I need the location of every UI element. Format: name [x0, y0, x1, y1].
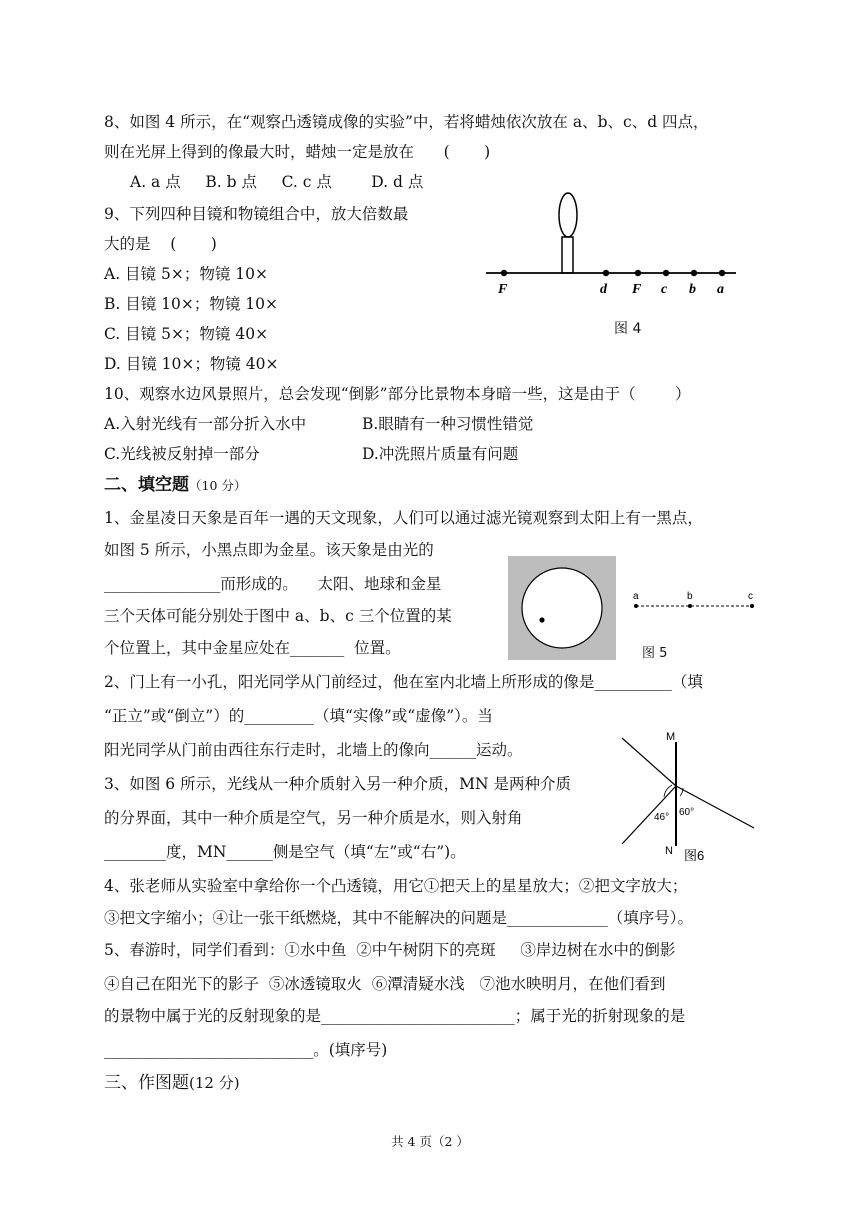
label-b: b	[689, 282, 696, 297]
f4-line2: ③把文字缩小；④让一张干纸燃烧，其中不能解决的问题是_____________（填序号）。	[104, 909, 694, 927]
section-3-heading: 三、作图题(12 分)	[104, 1073, 240, 1093]
figure-5-positions	[628, 588, 758, 618]
q9-option-a: A. 目镜 5×；物镜 10×	[104, 265, 268, 283]
candle-flame	[559, 193, 577, 237]
q10-option-a: A.入射光线有一部分折入水中	[104, 415, 307, 433]
f1-line2: 如图 5 所示，小黑点即为金星。该天象是由光的	[104, 541, 434, 559]
q8-line1: 8、如图 4 所示，在“观察凸透镜成像的实验”中，若将蜡烛依次放在 a、b、c、d 四点，	[104, 113, 709, 131]
label-angle-46: 46°	[654, 812, 670, 823]
fig5-label-c: c	[748, 591, 753, 602]
label-a: a	[717, 282, 724, 297]
section-2-heading: 二、填空题（10 分）	[104, 475, 247, 495]
label-F-right: F	[632, 282, 642, 297]
figure-5-sun-image	[508, 556, 616, 660]
q10-option-c: C.光线被反射掉一部分	[104, 445, 260, 463]
q9-line2: 大的是 ( )	[104, 235, 217, 253]
f2-line3: 阳光同学从门前由西往东行走时，北墙上的像向______运动。	[104, 741, 523, 759]
fig5-label-a: a	[633, 591, 639, 602]
q8-line2: 则在光屏上得到的像最大时，蜡烛一定是放在 ( )	[104, 143, 491, 161]
f5-line2: ④自己在阳光下的影子 ⑤冰透镜取火 ⑥潭清疑水浅 ⑦池水映明月，在他们看到	[104, 975, 666, 993]
section-3-score: (12 分)	[189, 1074, 240, 1092]
f5-line4: ___________________________。(填序号)	[104, 1041, 388, 1059]
figure-5-caption: 图 5	[642, 646, 668, 661]
point-d	[603, 270, 609, 276]
f3-line1: 3、如图 6 所示，光线从一种介质射入另一种介质，MN 是两种介质	[104, 775, 571, 793]
q8-options: A. a 点 B. b 点 C. c 点 D. d 点	[130, 173, 424, 191]
figure-4-caption: 图 4	[614, 321, 642, 337]
f4-line1: 4、张老师从实验室中拿给你一个凸透镜，用它①把天上的星星放大；②把文字放大；	[104, 877, 688, 895]
label-c: c	[661, 282, 668, 297]
figure-4	[480, 188, 740, 348]
f3-line2: 的分界面，其中一种介质是空气，另一种介质是水，则入射角	[104, 809, 523, 827]
figure-6	[614, 726, 760, 866]
point-b	[691, 270, 697, 276]
q9-option-c: C. 目镜 5×；物镜 40×	[104, 325, 269, 343]
f2-line1: 2、门上有一小孔，阳光同学从门前经过，他在室内北墙上所形成的像是__________（填	[104, 673, 703, 691]
f1-line3: _______________而形成的。 太阳、地球和金星	[104, 575, 442, 593]
point-a	[719, 270, 725, 276]
f1-line1: 1、金星凌日天象是百年一遇的天文现象，人们可以通过滤光镜观察到太阳上有一黑点，	[104, 509, 703, 527]
f3-line3: ________度，MN______侧是空气（填“左”或“右”)。	[104, 843, 466, 861]
f1-line5: 个位置上，其中金星应处在_______ 位置。	[104, 639, 401, 657]
label-d: d	[600, 282, 607, 297]
point-F-left	[501, 270, 507, 276]
venus-dot	[539, 617, 544, 622]
candle-body	[562, 237, 573, 273]
incident-ray	[622, 738, 676, 786]
sun-disk	[522, 568, 602, 648]
section-2-score: （10 分）	[189, 478, 247, 493]
label-M: M	[666, 731, 676, 743]
label-F-left: F	[498, 282, 508, 297]
q10-line1: 10、观察水边风景照片，总会发现“倒影”部分比景物本身暗一些，这是由于（ ）	[104, 385, 691, 403]
q9-line1: 9、下列四种目镜和物镜组合中，放大倍数最	[104, 205, 409, 223]
f5-line3: 的景物中属于光的反射现象的是_________________________；属于光的折射现象的是	[104, 1007, 686, 1025]
q10-option-d: D.冲洗照片质量有问题	[362, 445, 519, 463]
f1-line4: 三个天体可能分别处于图中 a、b、c 三个位置的某	[104, 607, 452, 625]
point-F-right	[635, 270, 641, 276]
point-c	[663, 270, 669, 276]
q9-option-b: B. 目镜 10×；物镜 10×	[104, 295, 279, 313]
label-N: N	[665, 845, 673, 857]
f5-line1: 5、春游时，同学们看到：①水中鱼 ②中午树阴下的亮斑 ③岸边树在水中的倒影	[104, 941, 676, 959]
figure-6-caption: 图6	[684, 848, 705, 863]
fig5-label-b: b	[687, 591, 693, 602]
f2-line2: “正立”或“倒立”）的_________（填“实像”或“虚像”）。当	[104, 707, 493, 725]
q9-option-d: D. 目镜 10×；物镜 40×	[104, 355, 279, 373]
q10-option-b: B.眼睛有一种习惯性错觉	[362, 415, 534, 433]
label-angle-60: 60°	[679, 807, 695, 818]
page-footer: 共 4 页（2 ）	[391, 1134, 469, 1149]
